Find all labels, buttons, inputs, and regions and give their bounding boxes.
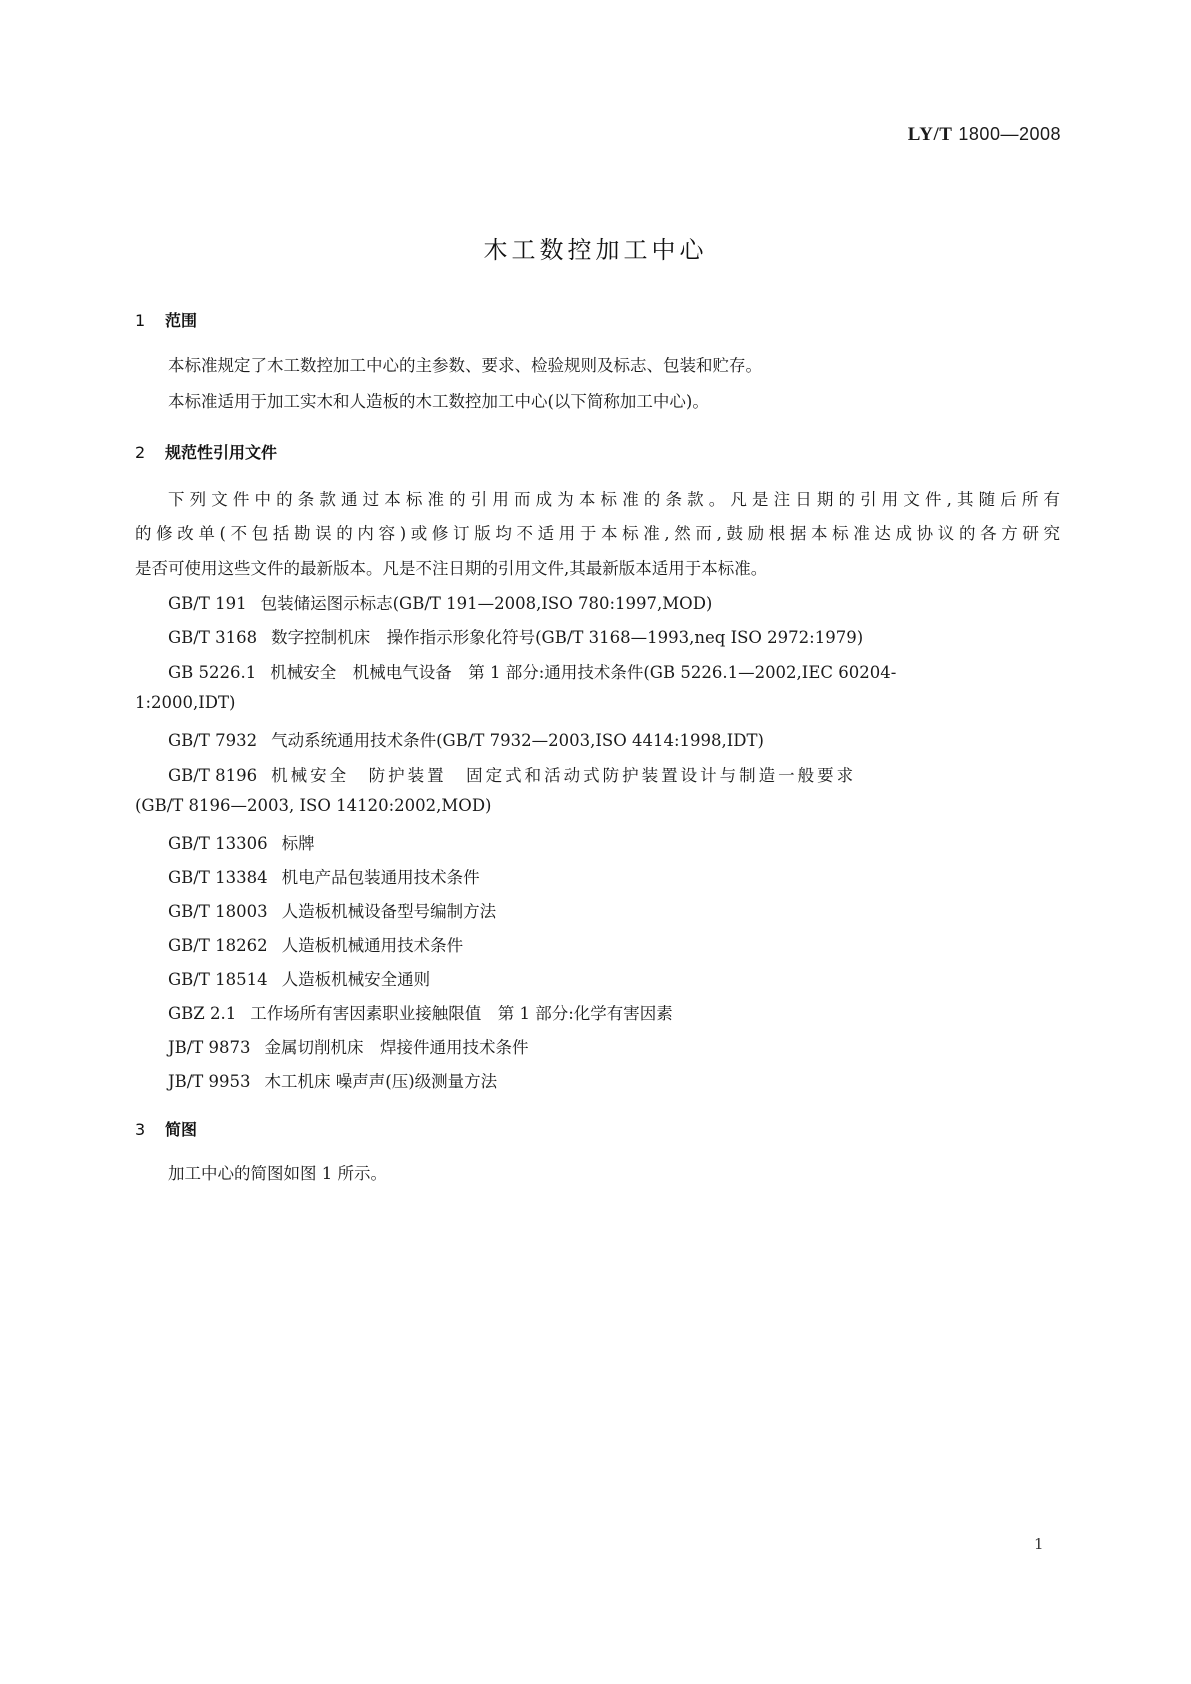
reference-title: 包装储运图示标志(GB/T 191—2008,ISO 780:1997,MOD): [260, 594, 713, 613]
section-heading-scope: [135, 308, 197, 331]
standard-code: [908, 124, 1061, 146]
reference-title: 机械安全 防护装置 固定式和活动式防护装置设计与制造一般要求: [271, 766, 857, 785]
reference-code: GB 5226.1: [168, 663, 257, 682]
reference-item: [168, 966, 430, 990]
reference-code: GB/T 18262: [168, 936, 268, 955]
reference-item: [168, 830, 315, 854]
reference-title: 金属切削机床 焊接件通用技术条件: [264, 1038, 529, 1057]
reference-code: GB/T 191: [168, 594, 247, 613]
reference-title: 木工机床 噪声声(压)级测量方法: [264, 1072, 498, 1091]
reference-item: [168, 1034, 529, 1058]
reference-code: GB/T 18514: [168, 970, 268, 989]
reference-item: [168, 762, 1060, 786]
scope-paragraph-2: 本标准适用于加工实木和人造板的木工数控加工中心(以下简称加工中心)。: [168, 392, 709, 411]
reference-code: GB/T 18003: [168, 902, 268, 921]
section-number: 2: [135, 443, 146, 462]
reference-title: 数字控制机床 操作指示形象化符号(GB/T 3168—1993,neq ISO 2972:1979): [271, 628, 864, 647]
reference-code: GB/T 8196: [168, 766, 258, 785]
section-title: 简图: [165, 1120, 198, 1139]
standard-prefix: LY/T: [907, 124, 953, 145]
reference-title: 人造板机械设备型号编制方法: [281, 902, 497, 921]
reference-item: [168, 624, 863, 648]
reference-item: [168, 659, 1060, 683]
reference-code: GB/T 13306: [168, 834, 268, 853]
reference-item: [168, 898, 496, 922]
references-intro-line-1: 下列文件中的条款通过本标准的引用而成为本标准的条款。凡是注日期的引用文件,其随后所有: [168, 490, 1060, 509]
reference-title: 机电产品包装通用技术条件: [281, 868, 480, 887]
reference-code: GBZ 2.1: [168, 1004, 237, 1023]
reference-item: [168, 864, 480, 888]
standard-number: 1800—2008: [958, 124, 1061, 144]
section-number: 3: [135, 1120, 146, 1139]
reference-title: 人造板机械通用技术条件: [281, 936, 464, 955]
reference-title: 标牌: [281, 834, 315, 853]
references-intro-line-3: 是否可使用这些文件的最新版本。凡是不注日期的引用文件,其最新版本适用于本标准。: [135, 559, 768, 578]
reference-code: GB/T 3168: [168, 628, 258, 647]
section-title: 范围: [165, 311, 198, 330]
document-title: 木工数控加工中心: [483, 236, 708, 264]
section-title: 规范性引用文件: [165, 443, 278, 462]
section-number: 1: [135, 311, 146, 330]
reference-continuation: (GB/T 8196—2003, ISO 14120:2002,MOD): [135, 796, 492, 815]
reference-code: GB/T 13384: [168, 868, 268, 887]
reference-code: GB/T 7932: [168, 731, 258, 750]
section-heading-diagram: [135, 1117, 197, 1140]
reference-title: 气动系统通用技术条件(GB/T 7932—2003,ISO 4414:1998,IDT): [271, 731, 764, 750]
reference-item: [168, 1068, 497, 1092]
reference-title: 人造板机械安全通则: [281, 970, 431, 989]
reference-title: 机械安全 机械电气设备 第 1 部分:通用技术条件(GB 5226.1—2002,IEC 60204-: [270, 663, 897, 682]
scope-paragraph-1: 本标准规定了木工数控加工中心的主参数、要求、检验规则及标志、包装和贮存。: [168, 356, 762, 375]
reference-item: [168, 727, 764, 751]
page-number: 1: [1034, 1535, 1044, 1553]
reference-code: JB/T 9873: [168, 1038, 251, 1057]
section-heading-normative-references: [135, 440, 277, 463]
diagram-paragraph: 加工中心的简图如图 1 所示。: [168, 1164, 387, 1183]
reference-item: [168, 590, 712, 614]
reference-item: [168, 1000, 673, 1024]
reference-code: JB/T 9953: [168, 1072, 251, 1091]
references-intro-line-2: 的修改单(不包括勘误的内容)或修订版均不适用于本标准,然而,鼓励根据本标准达成协议的各方研究: [135, 524, 1060, 543]
reference-continuation: 1:2000,IDT): [135, 693, 236, 712]
reference-title: 工作场所有害因素职业接触限值 第 1 部分:化学有害因素: [250, 1004, 673, 1023]
reference-item: [168, 932, 463, 956]
